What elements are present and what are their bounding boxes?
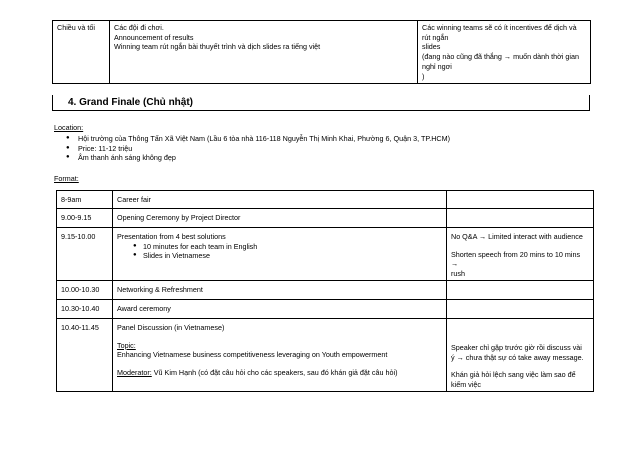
table-row [53,21,591,84]
schedule-table-wrap [56,190,596,392]
activity-cell: Networking & Refreshment [113,280,447,299]
time-cell: 8-9am [57,191,113,209]
top-cell-time: Chiều và tối [53,21,110,84]
location-list [66,134,450,163]
time-cell: 10.00-10.30 [57,280,113,299]
list-item: ● 10 minutes for each team in English [133,242,442,252]
activity-cell: Panel Discussion (in Vietnamese) Topic: Enhancing Vietnamese business competitiveness leveraging on Youth empowerment Moderator: Vũ Kim Hạnh (có đặt câu hỏi cho các speakers, sau đó khán giả đặt câu hỏi) [113,318,447,391]
table-row [57,228,594,281]
presentation-sub-list [133,242,442,261]
time-cell: 10.30-10.40 [57,299,113,318]
moderator-text: Vũ Kim Hạnh (có đặt câu hỏi cho các speakers, sau đó khán giả đặt câu hỏi) [151,368,398,378]
table-row [57,209,594,228]
time-cell: 10.40-11.45 [57,318,113,391]
table-row [57,299,594,318]
schedule-table [56,190,594,392]
time-cell: 9.00-9.15 [57,209,113,228]
moderator-label: Moderator: [117,368,152,378]
section-title: 4. Grand Finale (Chủ nhật) [68,97,194,108]
table-row [57,191,594,209]
note-cell [447,209,594,228]
top-cell-note: Các winning teams sẽ có ít incentives để dịch và rút ngắn slides (đang nào cũng đã thắng → muốn dành thời gian nghỉ ngơi ) [418,21,591,84]
format-label: Format: [54,174,79,183]
top-table-wrap [52,20,590,84]
note-cell [447,280,594,299]
list-item: ● Price: 11-12 triệu [66,144,450,154]
list-item: ● Âm thanh ánh sáng không đẹp [66,153,450,163]
activity-cell: Presentation from 4 best solutions ● 10 minutes for each team in English ● Slides in Vietnamese [113,228,447,281]
activity-cell: Career fair [113,191,447,209]
list-item: ● Slides in Vietnamese [133,251,442,261]
note-cell: No Q&A → Limited interact with audience Shorten speech from 20 mins to 10 mins → rush [447,228,594,281]
note-cell [447,299,594,318]
time-cell: 9.15-10.00 [57,228,113,281]
top-table [52,20,591,84]
topic-text: Enhancing Vietnamese business competitiveness leveraging on Youth empowerment [117,350,388,360]
note-cell [447,191,594,209]
table-row [57,280,594,299]
topic-label: Topic: [117,340,136,350]
list-item: ● Hội trường của Thông Tấn Xã Việt Nam (Lầu 6 tòa nhà 116-118 Nguyễn Thị Minh Khai, Phường 6, Quận 3, TP.HCM) [66,134,450,144]
table-row [57,318,594,391]
location-label: Location: [54,123,84,132]
note-cell: Speaker chỉ gặp trước giờ rồi discuss vài ý → chưa thật sự có take away message. Khán giả hỏi lệch sang việc làm sao để kiếm việc [447,318,594,391]
top-cell-activity: Các đội đi chơi. Announcement of results Winning team rút ngắn bài thuyết trình và dịch slides ra tiếng việt [110,21,418,84]
activity-cell: Award ceremony [113,299,447,318]
activity-cell: Opening Ceremony by Project Director [113,209,447,228]
